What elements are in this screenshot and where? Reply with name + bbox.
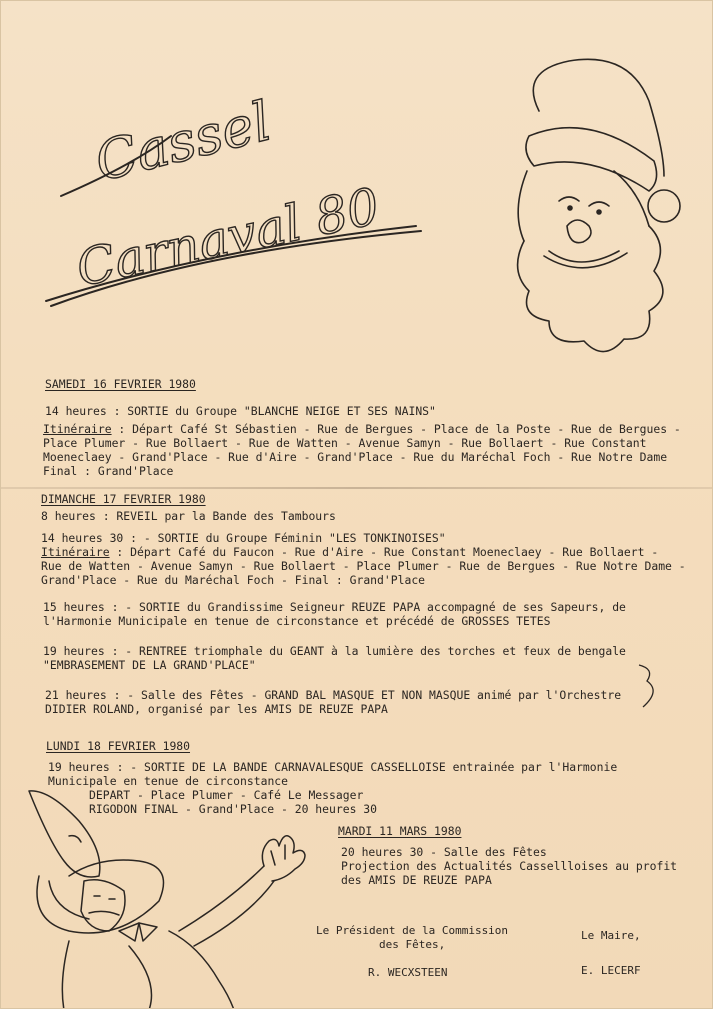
sunday-itinerary-label: Itinéraire xyxy=(41,545,110,559)
saturday-event-1: 14 heures : SORTIE du Groupe "BLANCHE NEIGE ET SES NAINS" xyxy=(45,404,436,418)
monday-event-line-1: 19 heures : - SORTIE DE LA BANDE CARNAVALESQUE CASSELLOISE entrainée par l'Harmonie xyxy=(48,760,618,774)
sunday-itinerary-line-1: Itinéraire : Départ Café du Faucon - Rue d'Aire - Rue Constant Moeneclaey - Rue Bollaert - xyxy=(41,545,659,559)
saturday-itinerary-line-4: Final : Grand'Place xyxy=(43,464,174,478)
paper-fold xyxy=(1,487,712,489)
saturday-itinerary-line-1: Itinéraire : Départ Café St Sébastien - Rue de Bergues - Place de la Poste - Rue de Bergues - xyxy=(43,422,681,436)
monday-event-line-3: DEPART - Place Plumer - Café Le Messager xyxy=(89,788,364,802)
mayor-title: Le Maire, xyxy=(581,929,641,942)
handwritten-mark xyxy=(633,661,663,711)
monday-event-line-2: Municipale en tenue de circonstance xyxy=(48,774,289,788)
handwritten-title xyxy=(41,81,441,321)
tuesday-line-2: Projection des Actualités Cassellloises au profit xyxy=(341,859,678,873)
saturday-itinerary-line-2: Place Plumer - Rue Bollaert - Rue de Watten - Avenue Samyn - Rue Bollaert - Rue Constant xyxy=(43,436,647,450)
monday-event-line-4: RIGODON FINAL - Grand'Place - 20 heures 30 xyxy=(89,802,378,816)
sunday-event-5-line-1: 21 heures : - Salle des Fêtes - GRAND BAL MASQUE ET NON MASQUE animé par l'Orchestre xyxy=(45,688,622,702)
sunday-event-3-line-2: l'Harmonie Municipale en tenue de circonstance et précédé de GROSSES TETES xyxy=(43,614,551,628)
sunday-event-4-line-1: 19 heures : - RENTREE triomphale du GEANT à la lumière des torches et feux de bengale xyxy=(43,644,626,658)
saturday-itinerary-label: Itinéraire xyxy=(43,422,112,436)
sunday-event-3-line-1: 15 heures : - SORTIE du Grandissime Seigneur REUZE PAPA accompagné de ses Sapeurs, de xyxy=(43,600,626,614)
saturday-heading: SAMEDI 16 FEVRIER 1980 xyxy=(45,377,196,391)
santa-face-illustration xyxy=(449,41,689,371)
sombrero-man-illustration xyxy=(9,781,349,1009)
title-line2: Carnaval 80 xyxy=(71,177,385,298)
tuesday-heading: MARDI 11 MARS 1980 xyxy=(338,824,462,838)
mayor-name: E. LECERF xyxy=(581,964,641,977)
saturday-itinerary-line-3: Moeneclaey - Grand'Place - Rue d'Aire - Grand'Place - Rue du Maréchal Foch - Rue Notre Dame xyxy=(43,450,668,464)
sunday-itinerary-line-2: Rue de Watten - Avenue Samyn - Rue Bollaert - Place Plumer - Rue de Bergues - Rue Notre Dame - xyxy=(41,559,686,573)
sunday-event-2: 14 heures 30 : - SORTIE du Groupe Féminin "LES TONKINOISES" xyxy=(41,531,446,545)
sunday-heading: DIMANCHE 17 FEVRIER 1980 xyxy=(41,492,206,506)
monday-heading: LUNDI 18 FEVRIER 1980 xyxy=(46,739,191,753)
tuesday-line-3: des AMIS DE REUZE PAPA xyxy=(341,873,492,887)
sunday-event-5-line-2: DIDIER ROLAND, organisé par les AMIS DE REUZE PAPA xyxy=(45,702,388,716)
president-title-line-1: Le Président de la Commission xyxy=(316,924,509,937)
sunday-event-1: 8 heures : REVEIL par la Bande des Tambours xyxy=(41,509,336,523)
president-title-line-2: des Fêtes, xyxy=(379,938,446,951)
sunday-itinerary-line-3: Grand'Place - Rue du Maréchal Foch - Final : Grand'Place xyxy=(41,573,426,587)
title-line1: Cassel xyxy=(88,89,278,194)
president-name: R. WECXSTEEN xyxy=(368,966,448,979)
tuesday-line-1: 20 heures 30 - Salle des Fêtes xyxy=(341,845,547,859)
sunday-event-4-line-2: "EMBRASEMENT DE LA GRAND'PLACE" xyxy=(43,658,256,672)
